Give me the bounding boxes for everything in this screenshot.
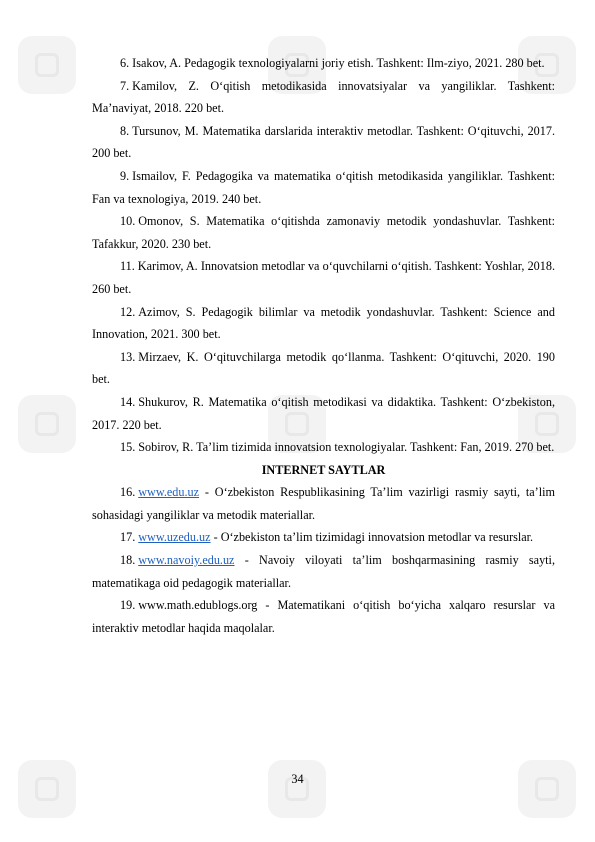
reference-number: 18.	[120, 553, 136, 568]
watermark-icon	[268, 760, 326, 818]
reference-text: Azimov, S. Pedagogik bilimlar va metodik yondashuvlar. Tashkent: Science and Innovation, 2021. 300 bet.	[92, 304, 555, 342]
reference-text: Omonov, S. Matematika o‘qitishda zamonaviy metodik yondashuvlar. Tashkent: Tafakkur, 2020. 230 bet.	[92, 214, 555, 251]
reference-number: 16.	[120, 485, 136, 500]
reference-item	[92, 120, 555, 165]
reference-item	[92, 391, 555, 436]
reference-number: 17.	[120, 530, 136, 545]
reference-item	[92, 75, 555, 120]
reference-number: 7.	[120, 78, 130, 93]
reference-text: Sobirov, R. Ta’lim tizimida innovatsion texnologiyalar. Tashkent: Fan, 2019. 270 bet.	[138, 440, 555, 455]
website-link[interactable]: www.edu.uz	[138, 485, 200, 500]
reference-number: 6.	[120, 56, 130, 70]
watermark-icon	[518, 760, 576, 818]
reference-item	[92, 436, 555, 459]
reference-number: 8.	[120, 123, 130, 138]
reference-item	[92, 52, 555, 75]
reference-number: 14.	[120, 394, 136, 409]
reference-text: Isakov, A. Pedagogik texnologiyalarni joriy etish. Tashkent: Ilm-ziyo, 2021. 280 bet.	[132, 56, 545, 70]
page-number: 34	[291, 772, 304, 786]
reference-text: www.math.edublogs.org - Matematikani o‘qitish bo‘yicha xalqaro resurslar va interaktiv metodlar haqida maqolalar.	[92, 598, 555, 635]
reference-item	[92, 210, 555, 255]
reference-list	[92, 52, 555, 639]
reference-item	[92, 255, 555, 300]
watermark-icon	[18, 395, 76, 453]
website-link[interactable]: www.navoiy.edu.uz	[138, 553, 235, 568]
reference-item	[92, 165, 555, 210]
reference-text: Ismailov, F. Pedagogika va matematika o‘qitish metodikasida yangiliklar. Tashkent: Fan va texnologiya, 2019. 240 bet.	[92, 168, 555, 206]
website-link[interactable]: www.uzedu.uz	[138, 530, 211, 545]
reference-item	[92, 526, 555, 549]
reference-text: - Navoiy viloyati ta’lim boshqarmasining rasmiy sayti, matematikaga oid pedagogik materiallar.	[92, 553, 555, 590]
watermark-icon	[18, 760, 76, 818]
reference-number: 9.	[120, 168, 130, 183]
reference-number: 15.	[120, 440, 136, 455]
reference-text: Karimov, A. Innovatsion metodlar va o‘quvchilarni o‘qitish. Tashkent: Yoshlar, 2018. 260 bet.	[92, 259, 555, 296]
reference-number: 13.	[120, 349, 136, 364]
reference-text: Shukurov, R. Matematika o‘qitish metodikasi va didaktika. Tashkent: O‘zbekiston, 2017. 220 bet.	[92, 394, 555, 432]
reference-number: 11.	[120, 259, 135, 274]
reference-item	[92, 346, 555, 391]
section-heading: INTERNET SAYTLAR	[261, 462, 386, 477]
reference-number: 19.	[120, 598, 136, 613]
reference-text: - O‘zbekiston Respublikasining Ta’lim vazirligi rasmiy sayti, ta’lim sohasidagi yangiliklar va metodik materiallar.	[92, 485, 555, 522]
reference-text: Mirzaev, K. O‘qituvchilarga metodik qo‘llanma. Tashkent: O‘qituvchi, 2020. 190 bet.	[92, 349, 555, 387]
reference-number: 10.	[120, 214, 136, 229]
reference-item	[92, 481, 555, 526]
reference-item	[92, 301, 555, 346]
reference-item	[92, 594, 555, 639]
reference-text: Kamilov, Z. O‘qitish metodikasida innovatsiyalar va yangiliklar. Tashkent: Ma’naviyat, 2018. 220 bet.	[92, 78, 555, 116]
reference-number: 12.	[120, 304, 136, 319]
reference-text: Tursunov, M. Matematika darslarida interaktiv metodlar. Tashkent: O‘qituvchi, 2017. 200 bet.	[92, 123, 555, 161]
watermark-icon	[18, 36, 76, 94]
reference-item	[92, 549, 555, 594]
reference-text: - O‘zbekiston ta’lim tizimidagi innovatsion metodlar va resurslar.	[210, 530, 534, 545]
